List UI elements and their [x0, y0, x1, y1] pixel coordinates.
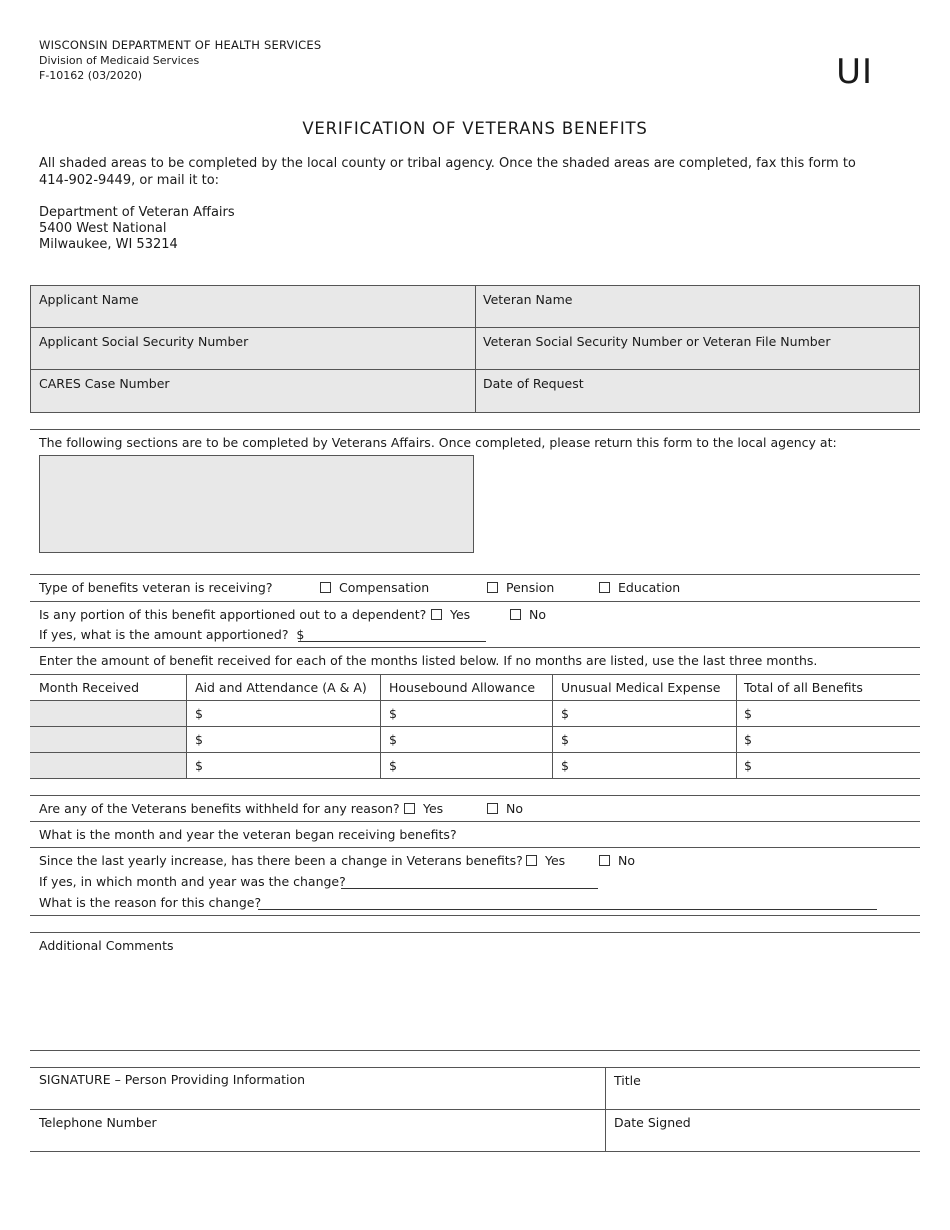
divider [30, 327, 920, 328]
pension-option[interactable]: Pension [487, 580, 554, 595]
divider [605, 1067, 606, 1152]
apportioned-question: Is any portion of this benefit apportioned out to a dependent? [39, 607, 427, 622]
compensation-checkbox[interactable] [320, 582, 331, 593]
divider [30, 915, 920, 916]
amount-cell[interactable]: $ [389, 732, 397, 747]
divider [30, 795, 920, 796]
amount-cell[interactable]: $ [195, 732, 203, 747]
change-no-checkbox[interactable] [599, 855, 610, 866]
withheld-yes-checkbox[interactable] [404, 803, 415, 814]
address-line-2: 5400 West National [39, 221, 167, 236]
signature-label-suffix: – Person Providing Information [110, 1072, 306, 1087]
applicant-ssn-field[interactable]: Applicant Social Security Number [39, 334, 249, 349]
divider [30, 1050, 920, 1051]
divider [475, 285, 476, 413]
divider [30, 574, 920, 575]
monthly-instruction: Enter the amount of benefit received for each of the months listed below. If no months are listed, use the last three months. [39, 653, 818, 668]
divider [30, 700, 920, 701]
agency-name: WISCONSIN DEPARTMENT OF HEALTH SERVICES [39, 38, 322, 52]
amount-cell[interactable]: $ [389, 706, 397, 721]
form-header [39, 38, 321, 83]
apportioned-yes-option[interactable]: Yes [431, 607, 470, 622]
education-checkbox[interactable] [599, 582, 610, 593]
column-header: Unusual Medical Expense [561, 680, 721, 695]
signature-label: SIGNATURE [39, 1072, 111, 1087]
form-code: UI [836, 52, 873, 92]
change-no-option[interactable]: No [599, 853, 635, 868]
withheld-no-option[interactable]: No [487, 801, 523, 816]
benefit-type-question: Type of benefits veteran is receiving? [39, 580, 273, 595]
divider [736, 674, 737, 779]
apportioned-no-option[interactable]: No [510, 607, 546, 622]
withheld-no-checkbox[interactable] [487, 803, 498, 814]
title-field[interactable]: Title [614, 1073, 641, 1088]
applicant-name-field[interactable]: Applicant Name [39, 292, 139, 307]
change-yes-option[interactable]: Yes [526, 853, 565, 868]
apportioned-yes-checkbox[interactable] [431, 609, 442, 620]
cares-case-field[interactable]: CARES Case Number [39, 376, 170, 391]
began-question: What is the month and year the veteran began receiving benefits? [39, 827, 457, 842]
divider [30, 369, 920, 370]
mailing-address [39, 205, 235, 253]
amount-cell[interactable]: $ [744, 732, 752, 747]
pension-checkbox[interactable] [487, 582, 498, 593]
apportioned-no-checkbox[interactable] [510, 609, 521, 620]
change-when-input[interactable] [341, 888, 598, 889]
telephone-field[interactable]: Telephone Number [39, 1115, 157, 1130]
page-title: VERIFICATION OF VETERANS BENEFITS [302, 119, 648, 138]
divider [30, 601, 920, 602]
divider [30, 726, 920, 727]
divider [30, 847, 920, 848]
divider [30, 647, 920, 648]
divider [380, 674, 381, 779]
column-header: Housebound Allowance [389, 680, 536, 695]
amount-cell[interactable]: $ [195, 758, 203, 773]
divider [30, 1109, 920, 1110]
intro-text: All shaded areas to be completed by the local county or tribal agency. Once the shaded areas are completed, fax this form to 414-902-9449, or mail it to: [39, 156, 856, 188]
comments-label: Additional Comments [39, 938, 174, 953]
return-address-box[interactable] [39, 455, 474, 553]
divider [30, 429, 920, 430]
compensation-option[interactable]: Compensation [320, 580, 429, 595]
address-line-1: Department of Veteran Affairs [39, 205, 235, 220]
amount-cell[interactable]: $ [561, 732, 569, 747]
amount-cell[interactable]: $ [744, 758, 752, 773]
change-question: Since the last yearly increase, has there been a change in Veterans benefits? [39, 853, 523, 868]
form-number: F-10162 (03/2020) [39, 69, 143, 82]
amount-cell[interactable]: $ [561, 758, 569, 773]
return-instruction: The following sections are to be completed by Veterans Affairs. Once completed, please return this form to the local agency at: [39, 435, 837, 450]
change-reason-input[interactable] [258, 909, 877, 910]
veteran-ssn-field[interactable]: Veteran Social Security Number or Veteran File Number [483, 334, 831, 349]
date-of-request-field[interactable]: Date of Request [483, 376, 584, 391]
month-received-cells[interactable] [30, 700, 186, 778]
divider [552, 674, 553, 779]
signature-field[interactable] [39, 1072, 305, 1087]
amount-cell[interactable]: $ [744, 706, 752, 721]
change-yes-checkbox[interactable] [526, 855, 537, 866]
divider [30, 821, 920, 822]
divider [30, 932, 920, 933]
change-reason-label: What is the reason for this change? [39, 895, 262, 910]
amount-cell[interactable]: $ [389, 758, 397, 773]
comments-input[interactable] [30, 955, 920, 1050]
apportioned-amount-label: If yes, what is the amount apportioned? $ [39, 627, 305, 642]
column-header: Total of all Benefits [744, 680, 863, 695]
education-option[interactable]: Education [599, 580, 680, 595]
withheld-question: Are any of the Veterans benefits withheld for any reason? [39, 801, 400, 816]
withheld-yes-option[interactable]: Yes [404, 801, 443, 816]
amount-cell[interactable]: $ [195, 706, 203, 721]
column-header: Month Received [39, 680, 140, 695]
amount-cell[interactable]: $ [561, 706, 569, 721]
column-header: Aid and Attendance (A & A) [195, 680, 367, 695]
divider [30, 752, 920, 753]
divider [186, 674, 187, 779]
change-when-label: If yes, in which month and year was the change? [39, 874, 346, 889]
date-signed-field[interactable]: Date Signed [614, 1115, 691, 1130]
address-line-3: Milwaukee, WI 53214 [39, 237, 178, 252]
apportioned-amount-input[interactable] [298, 641, 486, 642]
veteran-name-field[interactable]: Veteran Name [483, 292, 573, 307]
division-name: Division of Medicaid Services [39, 54, 200, 67]
